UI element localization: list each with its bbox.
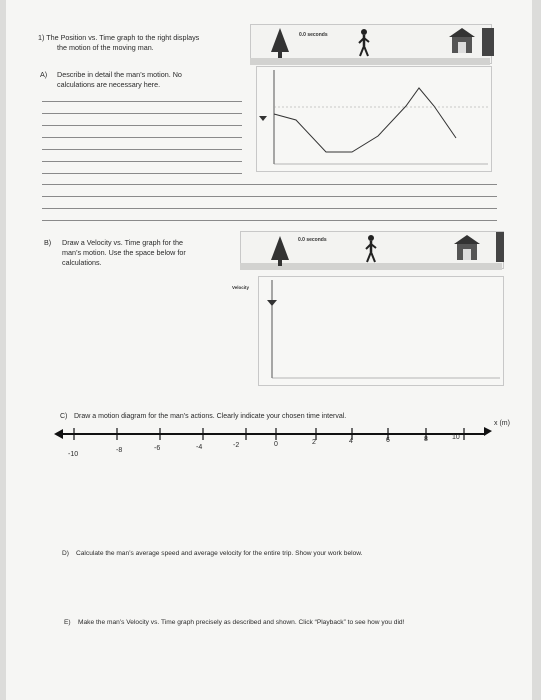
q-e-text: Make the man’s Velocity vs. Time graph precisely as described and shown. Click “Playback” to see how you did! <box>78 619 405 626</box>
tick-label: 6 <box>386 437 390 444</box>
tree-icon <box>270 236 290 266</box>
tick-label: -4 <box>196 444 203 451</box>
house-icon <box>449 28 475 54</box>
worksheet-page <box>6 0 532 700</box>
answer-line <box>42 113 242 114</box>
q-e-label: E) <box>64 619 71 626</box>
q1-intro-line2: the motion of the moving man. <box>57 43 154 52</box>
tick-label: 0 <box>274 441 278 448</box>
position-time-plot <box>256 66 490 170</box>
answer-line <box>42 173 242 174</box>
velocity-time-plot <box>258 276 502 384</box>
answer-line <box>42 208 497 209</box>
q-b-line1: Draw a Velocity vs. Time graph for the <box>62 238 184 247</box>
tick-label: -10 <box>68 451 79 458</box>
tick-label: 10 <box>452 434 460 441</box>
tree-icon <box>270 28 290 58</box>
tick-label: -2 <box>233 442 240 449</box>
answer-line <box>42 125 242 126</box>
q-b-label: B) <box>44 238 52 247</box>
house-icon <box>454 235 480 261</box>
tick-label: -6 <box>154 445 161 452</box>
q-d-label: D) <box>62 550 69 557</box>
sim2-timer: 0.0 seconds <box>298 237 327 243</box>
q-a-line2: calculations are necessary here. <box>57 80 161 89</box>
q1-intro-line1: 1) The Position vs. Time graph to the right displays <box>38 33 200 42</box>
answer-line <box>42 184 497 185</box>
sim2-side-panel <box>496 232 504 262</box>
answer-line <box>42 149 242 150</box>
sim2-velocity-label: Velocity <box>232 285 250 290</box>
answer-line <box>42 161 242 162</box>
answer-line <box>42 196 497 197</box>
tick-label: 2 <box>312 439 316 446</box>
number-line-axis-label: x (m) <box>494 420 510 427</box>
walking-man-icon <box>364 234 378 264</box>
q-a-label: A) <box>40 70 48 79</box>
q-c-text: Draw a motion diagram for the man’s actions. Clearly indicate your chosen time interval. <box>74 413 347 420</box>
q-a-line1: Describe in detail the man’s motion. No <box>57 70 182 79</box>
tick-label: -8 <box>116 447 123 454</box>
walking-man-icon <box>357 28 371 58</box>
tick-label: 4 <box>349 438 353 445</box>
sim1-side-panel <box>482 28 494 56</box>
q-b-line2: man’s motion. Use the space below for <box>62 248 186 257</box>
answer-line <box>42 137 242 138</box>
sim1-track <box>250 58 490 65</box>
q-d-text: Calculate the man’s average speed and average velocity for the entire trip. Show your work below. <box>76 550 363 557</box>
tick-label: 8 <box>424 436 428 443</box>
q-c-label: C) <box>60 413 68 420</box>
answer-line <box>42 220 497 221</box>
q-b-line3: calculations. <box>62 258 102 267</box>
answer-line <box>42 101 242 102</box>
sim1-timer: 0.0 seconds <box>299 32 328 38</box>
